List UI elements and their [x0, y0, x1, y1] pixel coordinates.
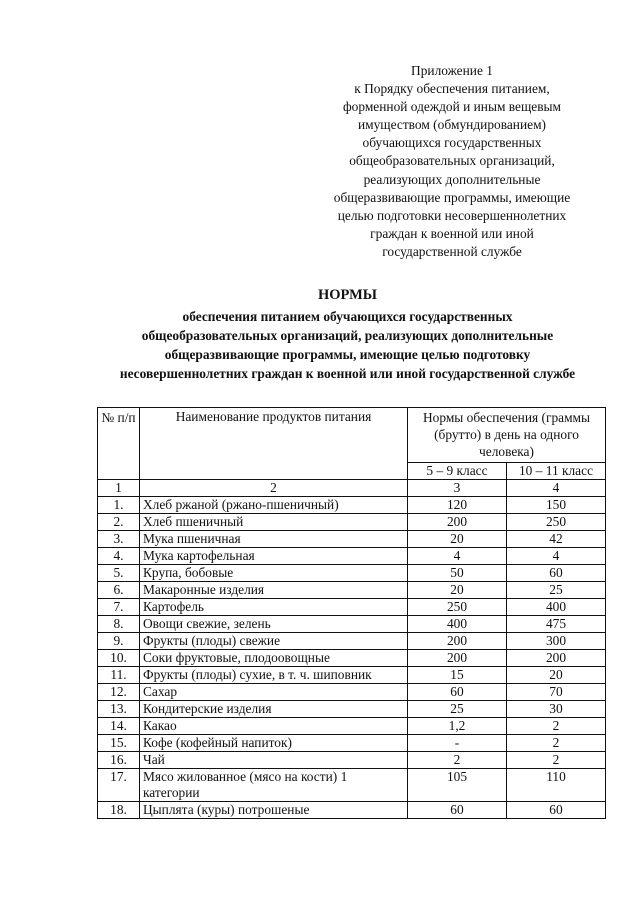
- norm-grade-10-11: 400: [507, 599, 606, 616]
- appendix-line: к Порядку обеспечения питанием,: [354, 81, 550, 97]
- norm-grade-10-11: 110: [507, 769, 606, 802]
- norm-grade-5-9: 250: [408, 599, 507, 616]
- appendix-line: целью подготовки несовершеннолетних: [337, 207, 567, 223]
- table-row: [98, 752, 606, 769]
- row-number: 10.: [98, 650, 140, 667]
- document-title: [60, 286, 635, 383]
- row-number: 9.: [98, 633, 140, 650]
- norm-grade-10-11: 150: [507, 497, 606, 514]
- product-name: Мука картофельная: [140, 548, 408, 565]
- table-row: [98, 718, 606, 735]
- header-norms: Нормы обеспечения (граммы (брутто) в день на одного человека): [408, 408, 606, 463]
- norm-grade-5-9: 20: [408, 531, 507, 548]
- table-row: [98, 531, 606, 548]
- norm-grade-5-9: 200: [408, 650, 507, 667]
- row-number: 3.: [98, 531, 140, 548]
- table-row: [98, 599, 606, 616]
- table-row: [98, 616, 606, 633]
- norm-grade-10-11: 20: [507, 667, 606, 684]
- product-name: Фрукты (плоды) свежие: [140, 633, 408, 650]
- product-name: Цыплята (куры) потрошеные: [140, 802, 408, 819]
- norm-grade-10-11: 2: [507, 718, 606, 735]
- row-number: 16.: [98, 752, 140, 769]
- norm-grade-10-11: 2: [507, 735, 606, 752]
- title-line: общеразвивающие программы, имеющие целью подготовку: [164, 347, 531, 362]
- row-number: 15.: [98, 735, 140, 752]
- table-row: [98, 701, 606, 718]
- norm-grade-10-11: 475: [507, 616, 606, 633]
- norm-grade-5-9: 200: [408, 514, 507, 531]
- title-line: общеобразовательных организаций, реализующих дополнительные: [141, 328, 554, 343]
- norm-grade-5-9: 25: [408, 701, 507, 718]
- norm-grade-5-9: 200: [408, 633, 507, 650]
- appendix-line: реализующих дополнительные: [363, 171, 541, 187]
- row-number: 13.: [98, 701, 140, 718]
- appendix-line: общеобразовательных организаций,: [349, 153, 555, 169]
- table-row: [98, 667, 606, 684]
- norm-grade-10-11: 25: [507, 582, 606, 599]
- row-number: 5.: [98, 565, 140, 582]
- table-row: [98, 802, 606, 819]
- product-name: Сахар: [140, 684, 408, 701]
- row-number: 11.: [98, 667, 140, 684]
- norm-grade-10-11: 60: [507, 565, 606, 582]
- norm-grade-10-11: 200: [507, 650, 606, 667]
- norm-grade-5-9: 120: [408, 497, 507, 514]
- norm-grade-10-11: 42: [507, 531, 606, 548]
- product-name: Картофель: [140, 599, 408, 616]
- row-number: 14.: [98, 718, 140, 735]
- product-name: Мясо жилованное (мясо на кости) 1 категории: [140, 769, 408, 802]
- table-row: [98, 582, 606, 599]
- table-row: [98, 565, 606, 582]
- row-number: 17.: [98, 769, 140, 802]
- row-number: 12.: [98, 684, 140, 701]
- product-name: Крупа, бобовые: [140, 565, 408, 582]
- norm-grade-10-11: 300: [507, 633, 606, 650]
- norm-grade-10-11: 250: [507, 514, 606, 531]
- norm-grade-10-11: 2: [507, 752, 606, 769]
- product-name: Макаронные изделия: [140, 582, 408, 599]
- row-number: 7.: [98, 599, 140, 616]
- header-num: № п/п: [98, 408, 140, 480]
- norm-grade-10-11: 70: [507, 684, 606, 701]
- row-number: 1.: [98, 497, 140, 514]
- norm-grade-5-9: 60: [408, 802, 507, 819]
- norm-grade-5-9: 60: [408, 684, 507, 701]
- row-number: 8.: [98, 616, 140, 633]
- table-row: [98, 769, 606, 802]
- norm-grade-10-11: 60: [507, 802, 606, 819]
- table-row: [98, 548, 606, 565]
- header-grade-5-9: 5 – 9 класс: [408, 462, 507, 479]
- header-name: Наименование продуктов питания: [140, 408, 408, 480]
- product-name: Какао: [140, 718, 408, 735]
- appendix-line: государственной службе: [382, 243, 522, 259]
- table-row: [98, 735, 606, 752]
- title-heading: НОРМЫ: [317, 287, 378, 303]
- appendix-line: Приложение 1: [411, 63, 493, 78]
- product-name: Чай: [140, 752, 408, 769]
- norm-grade-5-9: 400: [408, 616, 507, 633]
- table-row: [98, 650, 606, 667]
- table-index-row: [98, 480, 606, 497]
- table-row: [98, 497, 606, 514]
- norm-grade-5-9: 15: [408, 667, 507, 684]
- product-name: Кофе (кофейный напиток): [140, 735, 408, 752]
- title-line: обеспечения питанием обучающихся государственных: [182, 309, 513, 324]
- product-name: Хлеб ржаной (ржано-пшеничный): [140, 497, 408, 514]
- header-grade-10-11: 10 – 11 класс: [507, 462, 606, 479]
- index-cell: 2: [140, 480, 408, 497]
- norm-grade-5-9: -: [408, 735, 507, 752]
- norm-grade-5-9: 4: [408, 548, 507, 565]
- product-name: Хлеб пшеничный: [140, 514, 408, 531]
- product-name: Кондитерские изделия: [140, 701, 408, 718]
- appendix-reference: [300, 62, 604, 261]
- product-name: Овощи свежие, зелень: [140, 616, 408, 633]
- index-cell: 3: [408, 480, 507, 497]
- index-cell: 1: [98, 480, 140, 497]
- appendix-line: имуществом (обмундированием): [357, 117, 547, 133]
- appendix-line: обучающихся государственных: [362, 135, 542, 151]
- row-number: 2.: [98, 514, 140, 531]
- row-number: 18.: [98, 802, 140, 819]
- norm-grade-5-9: 105: [408, 769, 507, 802]
- appendix-line: граждан к военной или иной: [370, 225, 534, 241]
- norm-grade-5-9: 20: [408, 582, 507, 599]
- table-row: [98, 633, 606, 650]
- norm-grade-5-9: 1,2: [408, 718, 507, 735]
- norms-table: [97, 407, 606, 819]
- appendix-line: общеразвивающие программы, имеющие: [333, 189, 571, 205]
- norm-grade-5-9: 2: [408, 752, 507, 769]
- product-name: Соки фруктовые, плодоовощные: [140, 650, 408, 667]
- product-name: Мука пшеничная: [140, 531, 408, 548]
- table-header-row: [98, 408, 606, 463]
- index-cell: 4: [507, 480, 606, 497]
- table-row: [98, 514, 606, 531]
- row-number: 4.: [98, 548, 140, 565]
- table-row: [98, 684, 606, 701]
- product-name: Фрукты (плоды) сухие, в т. ч. шиповник: [140, 667, 408, 684]
- norm-grade-5-9: 50: [408, 565, 507, 582]
- row-number: 6.: [98, 582, 140, 599]
- norm-grade-10-11: 30: [507, 701, 606, 718]
- appendix-line: форменной одеждой и иным вещевым: [342, 99, 562, 115]
- title-line: несовершеннолетних граждан к военной или иной государственной службе: [119, 366, 576, 381]
- norm-grade-10-11: 4: [507, 548, 606, 565]
